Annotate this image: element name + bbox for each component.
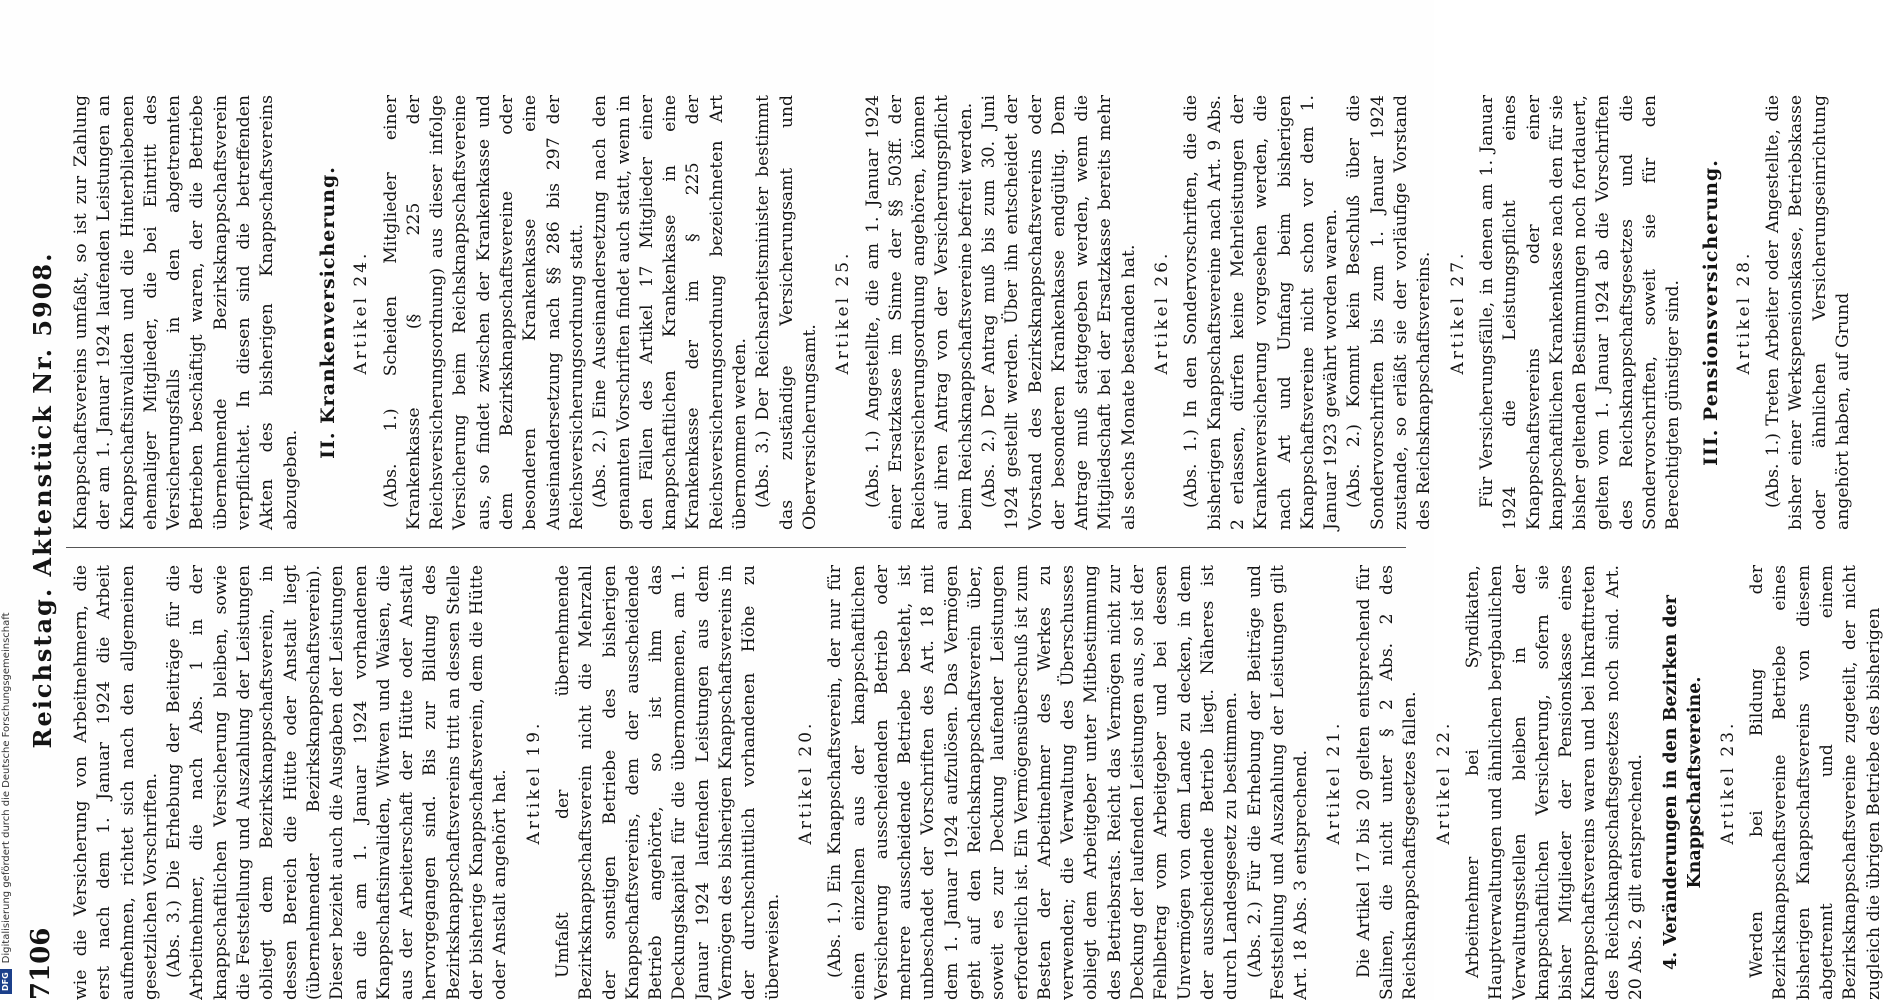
page-number: 7106 [26, 927, 56, 1000]
running-head: Reichstag. Aktenstück Nr. 5908. [28, 251, 57, 749]
paragraph: (Abs. 2.) Kommt kein Beschluß über die Sondervorschriften bis zum 1. Januar 1924 zustande, so erläßt sie der vorläufige Vorstand des Reichsknappschaftsvereins. [1344, 95, 1435, 530]
paragraph: (Abs. 2.) Für die Erhebung der Beiträge und Feststellung und Auszahlung der Leistungen gilt Art. 18 Abs. 3 entsprechend. [1244, 565, 1312, 1000]
dfg-logo: DFG [0, 969, 12, 994]
paragraph: Werden bei Bildung der Bezirksknappschaftsvereine Betriebe eines bisherigen Knappschaftsvereins von diesem abgetrennt und einem Bezirksknappschaftsvereine zugeteilt, der nicht zugleich die übrigen Betriebe des bisherigen [1747, 565, 1884, 1000]
left-column [70, 565, 1886, 1000]
article-heading: Artikel 24. [351, 250, 372, 375]
paragraph: (Abs. 2.) Der Antrag muß bis zum 30. Juni 1924 gestellt werden. Über ihn entscheidet der Vorstand des Bezirksknappschaftsvereins oder der besonderen Krankenkasse endgültig. Dem Antrage muß stattgegeben werden, wenn die Mitgliedschaft bei der Ersatzkasse bereits mehr als sechs Monate bestanden hat. [978, 95, 1139, 530]
article-heading: Artikel 20. [795, 720, 816, 845]
digitization-notice-text: Digitalisierung gefördert durch die Deutsche Forschungsgemeinschaft [1, 612, 12, 964]
paragraph: (Abs. 1.) Treten Arbeiter oder Angestellte, die bisher einer Werkspensionskasse, Betriebskasse oder ähnlichen Versicherungseinrichtung angehört haben, auf Grund [1763, 95, 1854, 530]
paragraph: Arbeitnehmer bei Syndikaten, Hauptverwaltungen und ähnlichen bergbaulichen Verwaltungsstellen bleiben in der knappschaftlichen Versicherung, sofern sie bisher Mitglieder der Pensionskasse eines Knappschaftsvereins waren und bei Inkrafttreten des Reichsknappschaftsgesetzes noch sind. Art. 20 Abs. 2 gilt entsprechend. [1462, 565, 1646, 1000]
article-heading: Artikel 27. [1447, 250, 1468, 375]
section-heading: II. Krankenversicherung. [316, 166, 339, 459]
paragraph: (Abs. 1.) Ein Knappschaftsverein, der nur für einen einzelnen aus der knappschaftlichen Versicherung ausscheidenden Betrieb oder mehrere ausscheidende Betriebe besteht, ist unbeschadet der Vorschriften des Art. 18 mit dem 1. Januar 1924 aufzulösen. Das Vermögen geht auf den Reichsknappschaftsverein über, soweit es zur Deckung laufender Leistungen erforderlich ist. Ein Vermögensüberschuß ist zum Besten der Arbeitnehmer des Werkes zu verwenden; die Verwaltung des Überschusses obliegt dem Arbeitgeber unter Mitbestimmung des Betriebsrats. Reicht das Vermögen nicht zur Deckung der laufenden Leistungen aus, so ist der Fehlbetrag vom Arbeitgeber und bei dessen Unvermögen von dem Lande zu decken, in dem der ausscheidende Betrieb liegt. Näheres ist durch Landesgesetz zu bestimmen. [825, 565, 1242, 1000]
digitization-notice [0, 0, 14, 1000]
column-divider [66, 547, 1406, 548]
paragraph: (Abs. 1.) Scheiden Mitglieder einer Krankenkasse (§ 225 der Reichsversicherungsordnung) aus dieser infolge Versicherung beim Reichsknappschaftsvereine aus, so findet zwischen der Krankenkasse und dem Bezirksknappschaftsvereine oder besonderen Krankenkasse eine Auseinandersetzung nach §§ 286 bis 297 der Reichsversicherungsordnung statt. [380, 95, 587, 530]
paragraph: Knappschaftsvereins umfaßt, so ist zur Zahlung der am 1. Januar 1924 laufenden Leistungen an Knappschaftsinvaliden und die Hinterbliebenen ehemaliger Mitglieder, die bei Eintritt des Versicherungsfalls in den abgetrennten Betrieben beschäftigt waren, der die Betriebe übernehmende Bezirksknappschaftsverein verpflichtet. In diesen sind die betreffenden Akten des bisherigen Knappschaftsvereins abzugeben. [71, 95, 301, 530]
section-heading: III. Pensionsversicherung. [1699, 159, 1722, 466]
paragraph: wie die Versicherung von Arbeitnehmern, die erst nach dem 1. Januar 1924 die Arbeit aufnehmen, richtet sich nach den allgemeinen gesetzlichen Vorschriften. [71, 565, 161, 1000]
page-header [22, 0, 66, 1000]
article-heading: Artikel 23. [1717, 720, 1738, 845]
paragraph: (Abs. 3.) Die Erhebung der Beiträge für die Arbeitnehmer, die nach Abs. 1 in der knappschaftlichen Versicherung bleiben, sowie die Feststellung und Auszahlung der Leistungen obliegt dem Bezirksknappschaftsverein, in dessen Bereich die Hütte oder Anstalt liegt (übernehmender Bezirksknappschaftsverein). Dieser bezieht auch die Ausgaben der Leistungen an die am 1. Januar 1924 vorhandenen Knappschaftsinvaliden, Witwen und Waisen, die aus der Arbeiterschaft der Hütte oder Anstalt hervorgegangen sind. Bis zur Bildung des Bezirksknappschaftsvereins tritt an dessen Stelle der bisherige Knappschaftsverein, dem die Hütte oder Anstalt angehört hat. [164, 565, 511, 1000]
article-heading: Artikel 19. [523, 720, 544, 845]
right-column [70, 95, 1855, 530]
article-heading: Artikel 25. [833, 250, 854, 375]
section-heading: 4. Veränderungen in den Bezirken der Knappschaftsvereine. [1661, 594, 1705, 971]
article-heading: Artikel 21. [1324, 720, 1345, 845]
paragraph: (Abs. 3.) Der Reichsarbeitsminister bestimmt das zuständige Versicherungsamt und Oberversicherungsamt. [753, 95, 820, 530]
paragraph: Die Artikel 17 bis 20 gelten entsprechend für Salinen, die nicht unter § 2 Abs. 2 des Reichsknappschaftsgesetzes fallen. [1353, 565, 1421, 1000]
article-heading: Artikel 22. [1433, 720, 1454, 845]
paragraph: (Abs. 1.) In den Sondervorschriften, die die bisherigen Knappschaftsvereine nach Art. 9 Abs. 2 erlassen, dürfen keine Mehrleistungen der Krankenversicherung vorgesehen werden, die nach Art und Umfang beim bisherigen Knappschaftsvereine nicht schon vor dem 1. Januar 1923 gewährt worden waren. [1181, 95, 1342, 530]
paragraph: (Abs. 1.) Angestellte, die am 1. Januar 1924 einer Ersatzkasse im Sinne der §§ 503ff. der Reichsversicherungsordnung angehören, können auf ihren Antrag von der Versicherungspflicht beim Reichsknappschaftsvereine befreit werden. [862, 95, 976, 530]
paragraph: (Abs. 2.) Eine Auseinandersetzung nach den genannten Vorschriften findet auch statt, wenn in den Fällen des Artikel 17 Mitglieder einer knappschaftlichen Krankenkasse in eine Krankenkasse der im § 225 der Reichsversicherungsordnung bezeichneten Art übernommen werden. [590, 95, 751, 530]
paragraph: Umfaßt der übernehmende Bezirksknappschaftsverein nicht die Mehrzahl der sonstigen Betriebe des bisherigen Knappschaftsvereins, dem der ausscheidende Betrieb angehörte, so ist ihm das Deckungskapital für die übernommenen, am 1. Januar 1924 laufenden Leistungen aus dem Vermögen des bisherigen Knappschaftsvereins in der durchschnittlich vorhandenen Höhe zu überweisen. [552, 565, 783, 1000]
article-heading: Artikel 26. [1152, 250, 1173, 375]
article-heading: Artikel 28. [1733, 250, 1754, 375]
paragraph: Für Versicherungsfälle, in denen am 1. Januar 1924 die Leistungspflicht eines Knappschaftsvereins oder einer knappschaftlichen Krankenkasse nach den für sie bisher geltenden Bestimmungen noch fortdauert, gelten vom 1. Januar 1924 ab die Vorschriften des Reichsknappschaftsgesetzes und die Sondervorschriften, soweit sie für den Berechtigten günstiger sind. [1476, 95, 1684, 530]
